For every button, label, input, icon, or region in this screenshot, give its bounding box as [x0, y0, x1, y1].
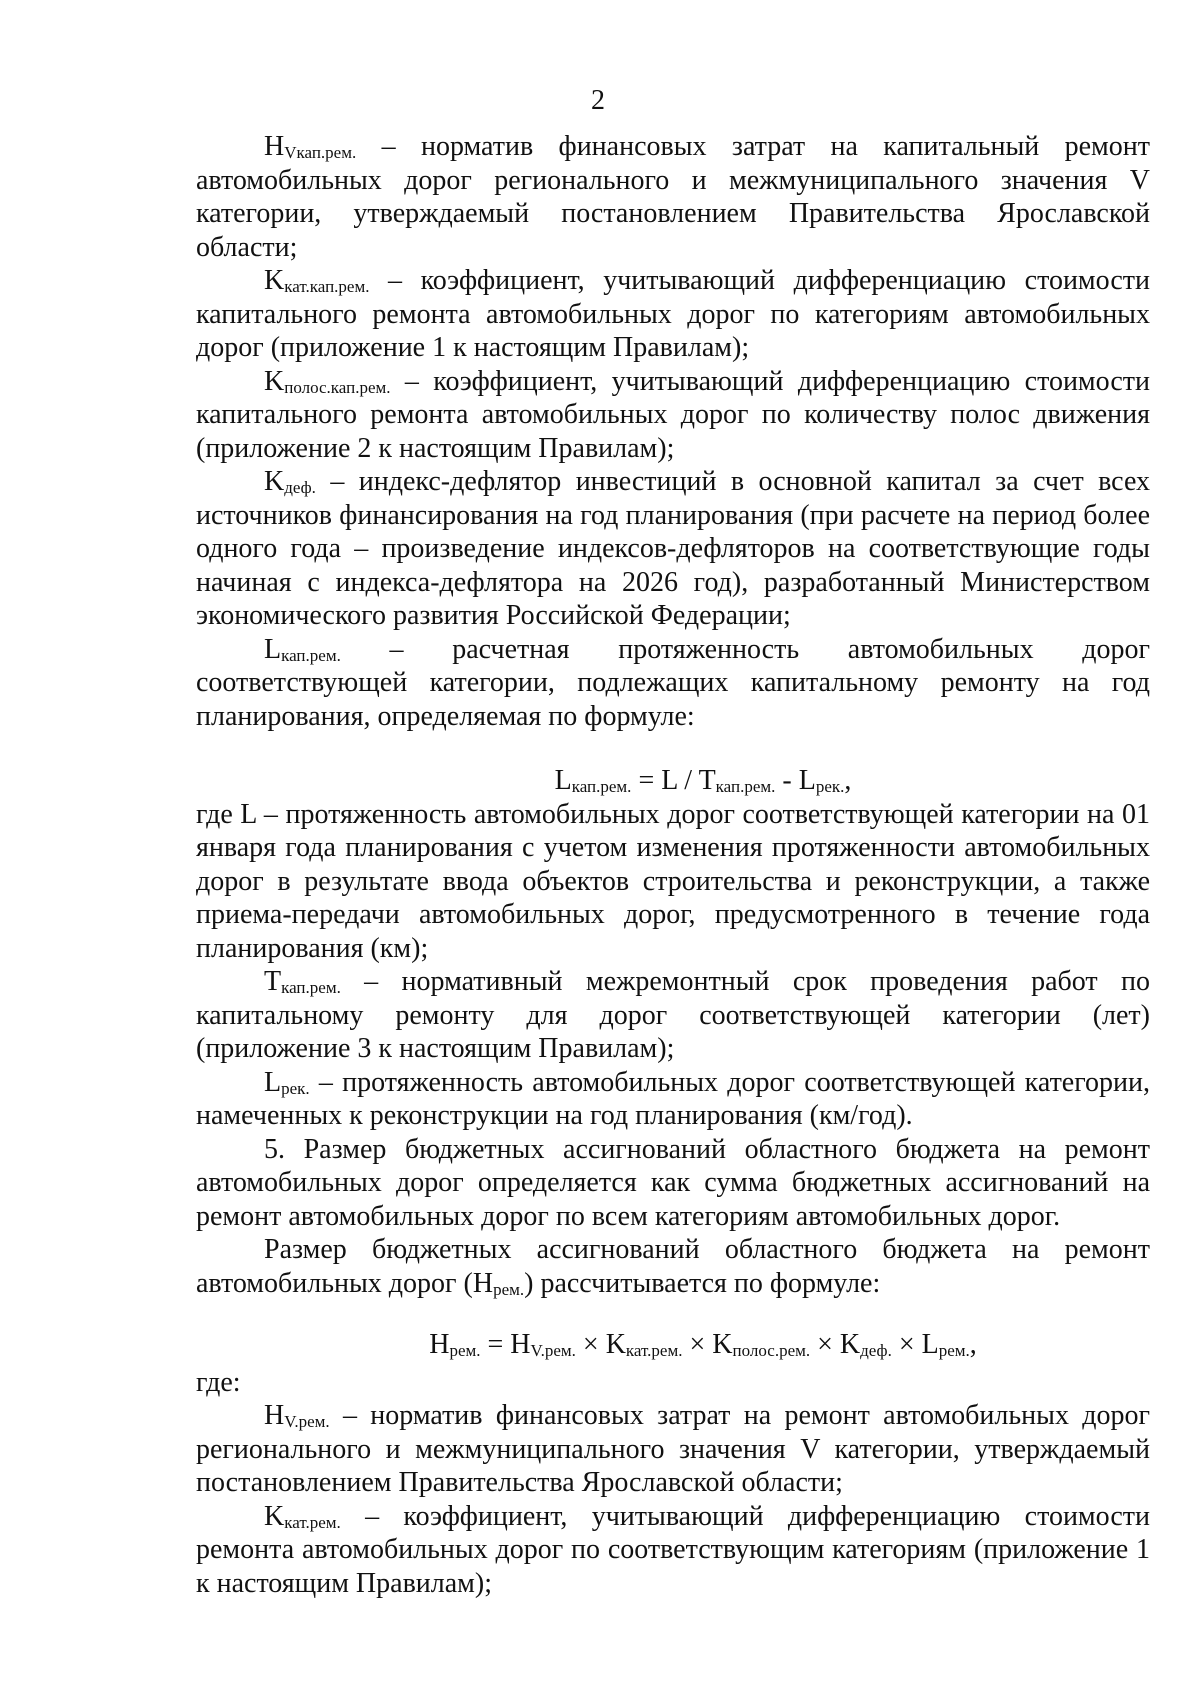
- where-label: где:: [196, 1366, 241, 1398]
- definition-h-v-rem: $H_{V.рем.}$ – норматив финансовых затрат на ремонт автомобильных дорог регионального и межмуниципального значения V категории, утверждаемый постановлением Правительства Ярославской области;: [196, 1400, 1150, 1498]
- formula-l-kap-rem: $L_{кап.рем.} = L / T_{кап.рем.} - L_{рек.}$,: [554, 765, 852, 796]
- definition-h-v-kap-rem: $H_{Vкап.рем.}$ – норматив финансовых затрат на капитальный ремонт автомобильных дорог регионального и межмуниципального значения V категории, утверждаемый постановлением Правительства Ярославской области;: [196, 131, 1150, 263]
- definition-k-def: $K_{деф.}$ – индекс-дефлятор инвестиций в основной капитал за счет всех источников финансирования на год планирования (при расчете на период более одного года – произведение индексов-дефляторов на соответствующие годы начиная с индекса-дефлятора на 2026 год), разработанный Министерством экономического развития Российской Федерации;: [196, 466, 1150, 631]
- repair-budget-intro: Размер бюджетных ассигнований областного бюджета на ремонт автомобильных дорог $(H_{рем.})$ рассчитывается по формуле:: [196, 1234, 1150, 1299]
- definition-k-polos-kap-rem: $K_{полос.кап.рем.}$ – коэффициент, учитывающий дифференциацию стоимости капитального ремонта автомобильных дорог по количеству полос движения (приложение 2 к настоящим Правилам);: [196, 365, 1150, 464]
- definition-k-kat-kap-rem: $K_{кат.кап.рем.}$ – коэффициент, учитывающий дифференциацию стоимости капитального ремонта автомобильных дорог по категориям автомобильных дорог (приложение 1 к настоящим Правилам);: [196, 265, 1150, 363]
- page-number: 2: [591, 85, 605, 116]
- definition-k-kat-rem: $K_{кат.рем.}$ – коэффициент, учитывающий дифференциацию стоимости ремонта автомобильных дорог по соответствующим категориям (приложение 1 к настоящим Правилам);: [196, 1500, 1150, 1599]
- definition-t-kap-rem: $T_{кап.рем.}$ – нормативный межремонтный срок проведения работ по капитальному ремонту для дорог соответствующей категории (лет) (приложение 3 к настоящим Правилам);: [196, 966, 1150, 1064]
- definition-l: где L – протяженность автомобильных дорог соответствующей категории на 01 января года планирования с учетом изменения протяженности автомобильных дорог в результате ввода объектов строительства и реконструкции, а также приема-передачи автомобильных дорог, предусмотренного в течение года планирования (км);: [196, 798, 1150, 964]
- formula-h-rem: $H_{рем.} = H_{V.рем.} \times K_{кат.рем.} \times K_{полос.рем.} \times K_{деф.} \times L_{рем.}$,: [429, 1329, 977, 1360]
- document-body: [196, 130, 1150, 1600]
- clause-5: 5. Размер бюджетных ассигнований областного бюджета на ремонт автомобильных дорог определяется как сумма бюджетных ассигнований на ремонт автомобильных дорог по всем категориям автомобильных дорог.: [196, 1133, 1150, 1232]
- definition-l-rek: $L_{рек.}$ – протяженность автомобильных дорог соответствующей категории, намеченных к реконструкции на год планирования (км/год).: [196, 1066, 1150, 1131]
- definition-l-kap-rem: $L_{кап.рем.}$ – расчетная протяженность автомобильных дорог соответствующей категории, подлежащих капитальному ремонту на год планирования, определяемая по формуле:: [196, 633, 1150, 732]
